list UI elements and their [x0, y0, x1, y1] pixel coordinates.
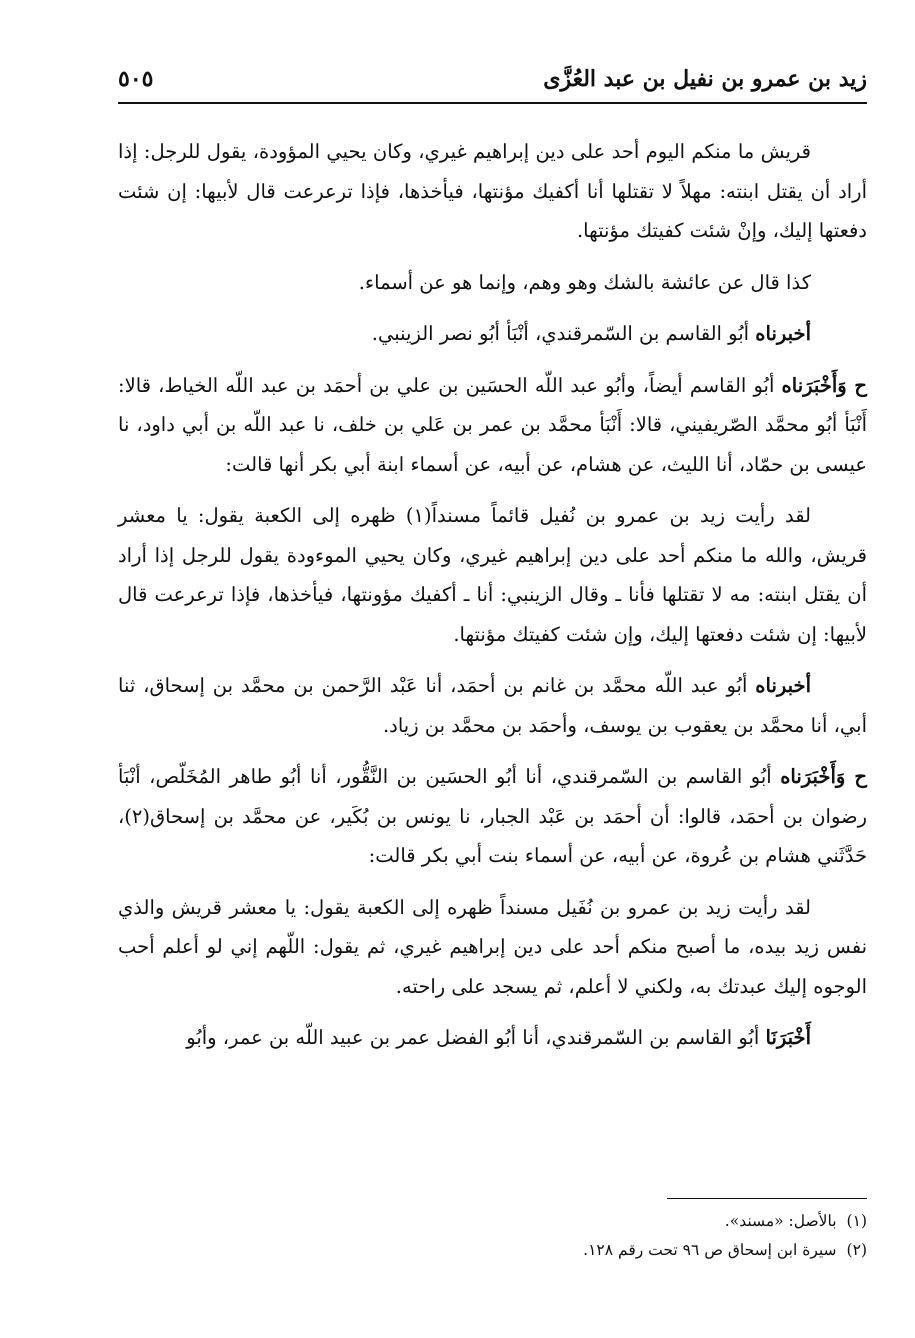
paragraph [118, 263, 867, 303]
isnad-paragraph [118, 757, 867, 876]
paragraph-text: أبُو القاسم أيضاً، وأبُو عبد اللّه الحسَين بن علي بن أحمَد بن عبد اللّه الخياط، قالا: أَنْبَأ أبُو محمَّد الصّريفيني، قالا: أَنْبَأ محمَّد بن عمر بن عَلي بن خلف، نا عبد اللّه بن أبي داود، نا عيسى بن حمّاد، أنا الليث، عن هشام، عن أبيه، عن أسماء ابنة أبي بكر أنها قالت: [118, 373, 867, 476]
paragraph [118, 888, 867, 1007]
paragraph-text: أبُو عبد اللّه محمَّد بن غانم بن أحمَد، أنا عَبْد الرَّحمن بن محمَّد بن إسحاق، ثنا أبي، أنا محمَّد بن يعقوب بن يوسف، وأحمَد بن محمَّد بن زياد. [118, 674, 867, 737]
paragraph-text: أبُو القاسم بن السّمرقندي، أنْبَأ أبُو نصر الزينبي. [371, 322, 756, 345]
paragraph-text: أبُو القاسم بن السّمرقندي، أنا أبُو الفضل عمر بن عبيد اللّه بن عمر، وأبُو [186, 1026, 766, 1049]
page-number: ٥٠٥ [118, 66, 154, 92]
footnote [118, 1236, 867, 1265]
paragraph-text: لقد رأيت زيد بن عمرو بن نُفيل قائماً مسنداً(١) ظهره إلى الكعبة يقول: يا معشر قريش، والله ما منكم أحد على دين إبراهيم غيري، وكان يحيي الموءودة يقول للرجل إذا أراد أن يقتل ابنته: مه لا تقتلها فأنا ـ وقال الزينبي: أنا ـ أكفيك مؤونتها، فيأخذها، فإذا ترعرعت قال لأبيها: إن شئت دفعتها إليك، وإن شئت كفيتك مؤنتها. [118, 504, 867, 646]
isnad-paragraph [118, 314, 867, 354]
transmission-keyword: أخبرناه [755, 322, 811, 345]
footnote-text: بالأصل: «مسند». [724, 1212, 837, 1230]
isnad-paragraph [118, 366, 867, 485]
footnote-divider [667, 1198, 867, 1199]
transmission-keyword: أخبرناه [755, 674, 811, 697]
running-title: زيد بن عمرو بن نفيل بن عبد العُزَّى [543, 66, 867, 92]
page-header [118, 62, 867, 104]
transmission-keyword: ح وَأَخْبَرَناه [781, 373, 867, 397]
paragraph-text: أبُو القاسم بن السّمرقندي، أنا أبُو الحسَين بن النَّقُّور، أنا أبُو طاهر المُخَلّص، أنْبَأ رضوان بن أحمَد، قالوا: أن أحمَد بن عَبْد الجبار، نا يونس بن بُكَير، عن محمَّد بن إسحاق(٢)، حَدَّثَني هشام بن عُروة، عن أبيه، عن أسماء بنت أبي بكر قالت: [118, 765, 867, 867]
footnotes [118, 1198, 867, 1265]
paragraph-text: كذا قال عن عائشة بالشك وهو وهم، وإنما هو عن أسماء. [358, 270, 811, 294]
transmission-keyword: أَخْبَرَنَا [765, 1026, 811, 1049]
isnad-paragraph [118, 1018, 867, 1058]
main-text [118, 132, 867, 1070]
footnote-text: سيرة ابن إسحاق ص ٩٦ تحت رقم ١٢٨. [583, 1241, 837, 1259]
paragraph [118, 132, 867, 251]
footnote-number: (٢) [846, 1241, 867, 1259]
paragraph-text: قريش ما منكم اليوم أحد على دين إبراهيم غيري، وكان يحيي المؤودة، يقول للرجل: إذا أراد أن يقتل ابنته: مهلاً لا تقتلها أنا أكفيك مؤنتها، فيأخذها، فإذا ترعرعت قال لأبيها: إن شئت دفعتها إليك، وإنْ شئت كفيتك مؤنتها. [118, 140, 867, 242]
paragraph-text: لقد رأيت زيد بن عمرو بن نُفَيل مسنداً ظهره إلى الكعبة يقول: يا معشر قريش والذي نفس زيد بيده، ما أصبح منكم أحد على دين إبراهيم غيري، ثم يقول: اللّهم إني لو أعلم أحب الوجوه إليك عبدتك به، ولكني لا أعلم، ثم يسجد على راحته. [118, 895, 867, 998]
footnote-number: (١) [846, 1212, 867, 1230]
isnad-paragraph [118, 666, 867, 745]
footnote [118, 1207, 867, 1236]
transmission-keyword: ح وَأَخْبَرَناه [780, 765, 867, 788]
paragraph [118, 496, 867, 654]
